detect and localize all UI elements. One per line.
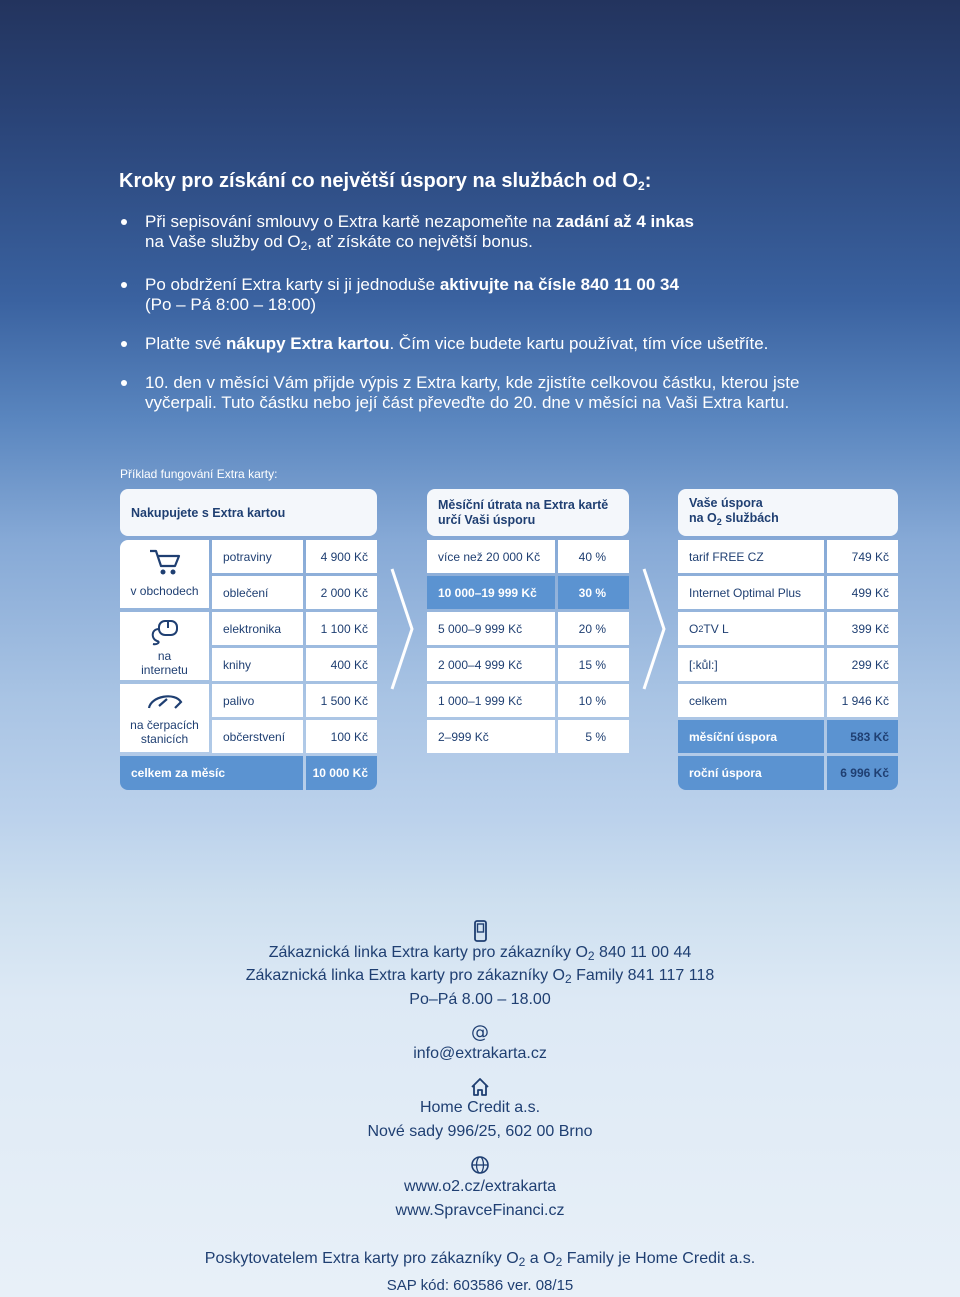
chevron-right-icon [390, 567, 416, 691]
header-line: Měsíční útrata na Extra kartě [438, 497, 609, 512]
email-icon [469, 1021, 491, 1043]
pct-cell: 5 % [558, 720, 629, 753]
list-item: Po obdržení Extra karty si ji jednoduše aktivujte na čísle 840 11 00 34 (Po – Pá 8:00 – 18:00) [119, 275, 859, 315]
range-cell: 5 000–9 999 Kč [427, 612, 555, 645]
header-line: na $O_2$ službách [689, 510, 779, 527]
yearly-savings-value: 6 996 Kč [827, 756, 898, 790]
hotline-o2: Zákaznická linka Extra karty pro zákazníky $O_2$ 840 11 00 44 [268, 944, 692, 963]
hotline-hours: Po–Pá 8.00 – 18.00 [409, 991, 551, 1008]
price-cell: 749 Kč [827, 540, 898, 573]
cart-icon [147, 546, 183, 578]
range-cell: 10 000–19 999 Kč [427, 576, 555, 609]
table-row-item: občerstvení [212, 720, 303, 753]
service-cell: O 2 TV L [678, 612, 824, 645]
service-cell: [:kůl:] [678, 648, 824, 681]
example-caption: Příklad fungování Extra karty: [120, 467, 278, 481]
table-row-amount: 400 Kč [306, 648, 377, 681]
price-cell: 399 Kč [827, 612, 898, 645]
sap-code: SAP kód: 603586 ver. 08/15 [386, 1277, 574, 1294]
table-row-item: palivo [212, 684, 303, 717]
phone-icon [469, 920, 491, 942]
group-internet [120, 612, 209, 680]
pct-cell: 10 % [558, 684, 629, 717]
table3-header [678, 489, 898, 536]
range-cell: 1 000–1 999 Kč [427, 684, 555, 717]
table2-header [427, 489, 629, 536]
globe-icon [469, 1154, 491, 1176]
table-row-item: elektronika [212, 612, 303, 645]
price-cell: 299 Kč [827, 648, 898, 681]
range-cell: 2–999 Kč [427, 720, 555, 753]
table-row-item: potraviny [212, 540, 303, 573]
header-line: určí Vaši úsporu [438, 512, 536, 527]
svg-text:@: @ [471, 1022, 489, 1043]
group-shops [120, 540, 209, 608]
table-row-amount: 100 Kč [306, 720, 377, 753]
pct-cell: 20 % [558, 612, 629, 645]
company-address: Nové sady 996/25, 602 00 Brno [367, 1123, 593, 1140]
table-row-item: knihy [212, 648, 303, 681]
table-row-amount: 4 900 Kč [306, 540, 377, 573]
group-fuel [120, 684, 209, 752]
table-row-amount: 2 000 Kč [306, 576, 377, 609]
list-item: Při sepisování smlouvy o Extra kartě nezapomeňte na zadání až 4 inkas na Vaše služby od $O_2$, ať získáte co největší bonus. [119, 212, 859, 256]
table1-header: Nakupujete s Extra kartou [120, 489, 377, 536]
hotline-o2-family: Zákaznická linka Extra karty pro zákazníky $O_2$ Family 841 117 118 [245, 967, 715, 986]
monthly-savings-label: měsíční úspora [678, 720, 824, 753]
chevron-right-icon [642, 567, 668, 691]
price-cell: 499 Kč [827, 576, 898, 609]
table-row-amount: 1 100 Kč [306, 612, 377, 645]
steps-list [119, 212, 859, 432]
company-name: Home Credit a.s. [419, 1099, 541, 1116]
header-line: Vaše úspora [689, 495, 763, 510]
service-cell: tarif FREE CZ [678, 540, 824, 573]
home-icon [469, 1076, 491, 1098]
fuel-icon [145, 690, 185, 714]
web-link-o2[interactable]: www.o2.cz/extrakarta [403, 1178, 557, 1195]
group-label: na čerpacích stanicích [130, 718, 199, 746]
group-label: v obchodech [130, 584, 199, 598]
list-item: 10. den v měsíci Vám přijde výpis z Extra karty, kde zjistíte celkovou částku, kterou jste vyčerpali. Tuto částku nebo její část převeďte do 20. dne v měsíci na Vaši Extra kartu. [119, 373, 859, 413]
pct-cell: 30 % [558, 576, 629, 609]
table-row-item: oblečení [212, 576, 303, 609]
service-cell: celkem [678, 684, 824, 717]
list-item: Plaťte své nákupy Extra kartou. Čím vice budete kartu používat, tím více ušetříte. [119, 334, 859, 354]
range-cell: 2 000–4 999 Kč [427, 648, 555, 681]
pct-cell: 15 % [558, 648, 629, 681]
web-link-spravcefinanci[interactable]: www.SpravceFinanci.cz [395, 1202, 565, 1219]
email-link[interactable]: info@extrakarta.cz [413, 1045, 547, 1062]
provider-note: Poskytovatelem Extra karty pro zákazníky $O_2$ a $O_2$ Family je Home Credit a.s. [204, 1250, 756, 1269]
yearly-savings-label: roční úspora [678, 756, 824, 790]
price-cell: 1 946 Kč [827, 684, 898, 717]
page-title: Kroky pro získání co největší úspory na službách od $O_2$: [119, 170, 652, 193]
monthly-savings-value: 583 Kč [827, 720, 898, 753]
range-cell: více než 20 000 Kč [427, 540, 555, 573]
total-label: celkem za měsíc [120, 756, 303, 790]
total-amount: 10 000 Kč [306, 756, 377, 790]
table-row-amount: 1 500 Kč [306, 684, 377, 717]
service-cell: Internet Optimal Plus [678, 576, 824, 609]
group-label: na internetu [141, 649, 188, 677]
pct-cell: 40 % [558, 540, 629, 573]
mouse-icon [147, 617, 183, 647]
